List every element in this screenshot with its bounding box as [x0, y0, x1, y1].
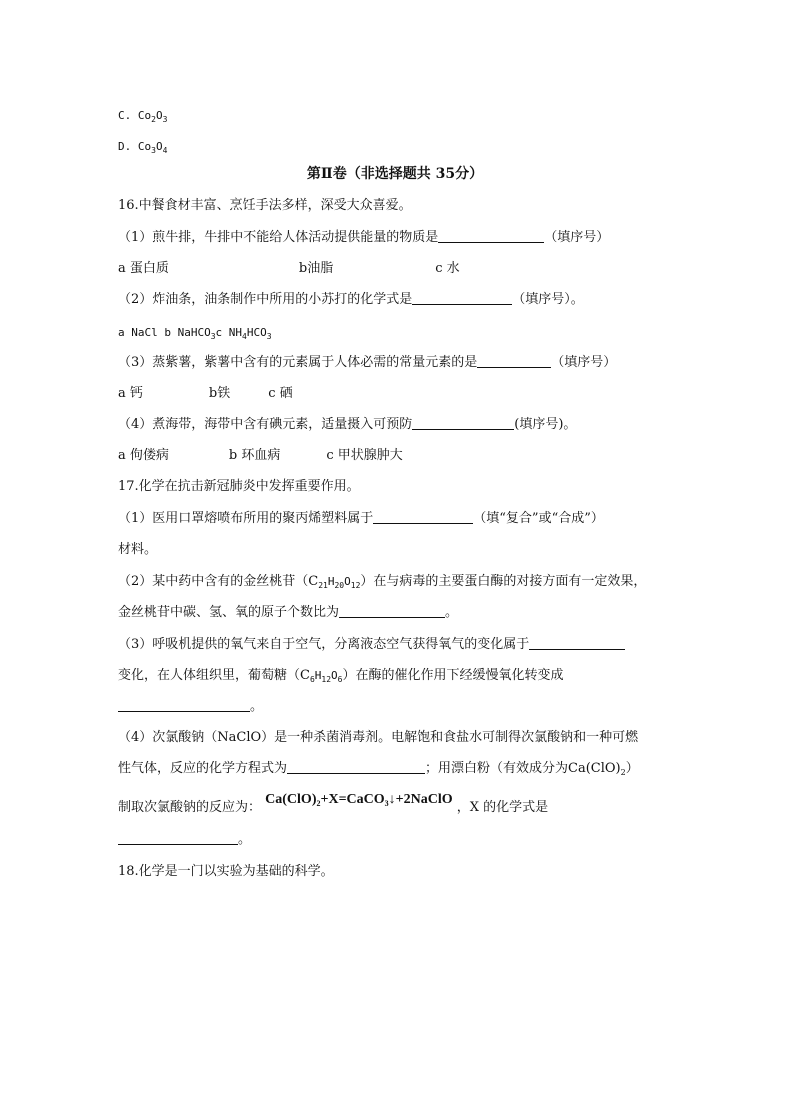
q16-part3-option-a: a 钙	[118, 386, 143, 401]
q17-part3-line2-text2: ）在酶的催化作用下经缓慢氧化转变成	[342, 668, 564, 683]
q16-part3-options	[118, 384, 293, 404]
q17-part1-hint: （填“复合”或“合成”）	[473, 511, 604, 526]
q17-part4-line3-text2: ，X 的化学式是	[456, 800, 549, 815]
q17-part4-end: 。	[238, 832, 252, 847]
q16-part1-option-a: a 蛋白质	[118, 261, 169, 276]
q17-part3-answer-blank-1[interactable]	[529, 635, 625, 650]
q16-part3-answer-blank[interactable]	[477, 353, 551, 368]
q16-part2-option-c-sub1: 4	[242, 332, 247, 341]
q17-part3-sub-c: 6	[309, 675, 315, 684]
q16-part1-answer-blank[interactable]	[438, 228, 544, 243]
q17-part3-line3	[118, 697, 263, 717]
q16-part3-text: （3）蒸紫薯，紫薯中含有的元素属于人体必需的常量元素的是	[118, 355, 478, 370]
q17-part3-end: 。	[250, 699, 264, 714]
q17-stem: 17.化学在抗击新冠肺炎中发挥重要作用。	[118, 479, 360, 494]
q17-part2-sub-h: 20	[334, 581, 345, 590]
q16-part4	[118, 415, 576, 435]
q17-part4-line2-text: 性气体，反应的化学方程式为	[118, 761, 288, 776]
q17-part1	[118, 509, 604, 529]
equation-part-a: Ca(ClO)	[265, 792, 317, 807]
q16-part4-text: （4）煮海带，海带中含有碘元素，适量摄入可预防	[118, 417, 413, 432]
q16-part2-option-c-b: HCO	[246, 326, 267, 339]
equation-sub-a: 2	[316, 799, 321, 808]
equation-sub-b: 3	[384, 799, 389, 808]
q16-part2	[118, 290, 584, 310]
q17-part3-line2-text: 变化，在人体组织里，葡萄糖（C	[118, 668, 310, 683]
option-c-formula-a: Co	[137, 109, 152, 122]
q17-part1-answer-blank[interactable]	[373, 509, 473, 524]
q17-part3-line2	[118, 666, 564, 690]
q17-part4: （4）次氯酸钠（NaClO）是一种杀菌消毒剂。电解饱和食盐水可制得次氯酸钠和一种可燃	[118, 730, 639, 745]
q16-part4-hint: (填序号)。	[514, 417, 577, 432]
q16-part3-option-c: c 硒	[268, 386, 293, 401]
q16-part3	[118, 353, 616, 373]
q17-part4-line2	[118, 759, 639, 779]
option-d-formula-a: Co	[137, 140, 152, 153]
q17-part3	[118, 635, 625, 655]
option-d	[118, 137, 167, 157]
equation-part-c: +2NaClO	[395, 792, 453, 807]
option-c-label: C.	[118, 109, 132, 122]
q16-part1-text: （1）煎牛排，牛排中不能给人体活动提供能量的物质是	[118, 230, 439, 245]
q16-part1	[118, 228, 609, 248]
q16-part1-option-b: b油脂	[298, 261, 334, 276]
section-title: 第Ⅱ卷（非选择题共 35分）	[306, 166, 484, 182]
q17-part2-text: （2）某中药中含有的金丝桃苷（C	[118, 574, 319, 589]
option-d-label: D.	[118, 140, 132, 153]
q17-part4-line3	[118, 792, 549, 818]
q17-part4-line3-text: 制取次氯酸钠的反应为：	[118, 800, 262, 815]
q16-part2-option-c: c NH	[215, 326, 243, 339]
q16-part4-option-a: a 佝偻病	[118, 448, 169, 463]
q17-part1-cont: 材料。	[118, 542, 158, 557]
q17-part4-answer-blank-2[interactable]	[118, 830, 238, 845]
q16-part3-option-b: b铁	[208, 386, 231, 401]
q17-part3-h: H	[314, 669, 322, 682]
q17-part2-end: 。	[445, 605, 459, 620]
option-c	[118, 106, 167, 126]
option-c-formula-b: O	[155, 109, 163, 122]
option-d-sub2: 4	[162, 146, 168, 155]
q16-stem: 16.中餐食材丰富、烹饪手法多样，深受大众喜爱。	[118, 198, 412, 213]
q17-part4-line2-end: ）	[625, 761, 639, 776]
q17-part4-answer-blank-1[interactable]	[287, 759, 425, 774]
q17-part3-answer-blank-2[interactable]	[118, 697, 250, 712]
equation-part-b: +X=CaCO	[320, 792, 385, 807]
option-c-sub1: 2	[151, 115, 156, 124]
q17-part1-text: （1）医用口罩熔喷布所用的聚丙烯塑料属于	[118, 511, 374, 526]
q16-part2-text: （2）炸油条，油条制作中所用的小苏打的化学式是	[118, 292, 413, 307]
q17-part2	[118, 572, 646, 596]
q17-part4-line4	[118, 830, 251, 850]
q16-part1-options	[118, 259, 460, 279]
q16-part2-option-b-sub: 3	[210, 332, 216, 341]
q16-part1-hint: （填序号）	[544, 230, 610, 245]
q16-part2-answer-blank[interactable]	[412, 290, 512, 305]
q16-part1-option-c: c 水	[435, 261, 460, 276]
q17-part2-line2	[118, 603, 458, 623]
precipitate-arrow-icon: ↓	[388, 792, 396, 807]
q17-part2-o: O	[344, 575, 351, 588]
q16-part4-answer-blank[interactable]	[412, 415, 514, 430]
q17-part2-sub-c: 21	[318, 581, 328, 590]
q17-part2-answer-blank[interactable]	[339, 603, 445, 618]
q16-part2-options	[118, 323, 272, 343]
q16-part2-hint: （填序号）。	[512, 292, 584, 307]
q16-part3-hint: （填序号）	[551, 355, 617, 370]
option-d-sub1: 3	[151, 146, 156, 155]
option-c-sub2: 3	[162, 115, 168, 124]
q16-part4-option-b: b 环血病	[228, 448, 281, 463]
q16-part4-options	[118, 446, 403, 466]
q17-part2-text2: ）在与病毒的主要蛋白酶的对接方面有一定效果，	[360, 574, 647, 589]
reaction-equation	[265, 792, 453, 807]
q17-part2-h: H	[327, 575, 335, 588]
q16-part2-option-c-sub2: 3	[266, 332, 272, 341]
q16-part2-option-ab: a NaCl b NaHCO	[118, 326, 211, 339]
q17-part4-line2-text2: ；用漂白粉（有效成分为Ca(ClO)	[425, 761, 621, 776]
q17-part3-o: O	[331, 669, 338, 682]
q16-part4-option-c: c 甲状腺肿大	[326, 448, 403, 463]
q17-part3-sub-h: 12	[321, 675, 332, 684]
option-d-formula-b: O	[155, 140, 163, 153]
q17-part2-line2-text: 金丝桃苷中碳、氢、氧的原子个数比为	[118, 605, 340, 620]
q17-part4-line2-sub: 2	[620, 768, 626, 777]
q18-stem: 18.化学是一门以实验为基础的科学。	[118, 864, 334, 879]
q17-part3-sub-o: 6	[337, 675, 343, 684]
q17-part3-text: （3）呼吸机提供的氧气来自于空气，分离液态空气获得氧气的变化属于	[118, 637, 530, 652]
q17-part2-sub-o: 12	[350, 581, 361, 590]
